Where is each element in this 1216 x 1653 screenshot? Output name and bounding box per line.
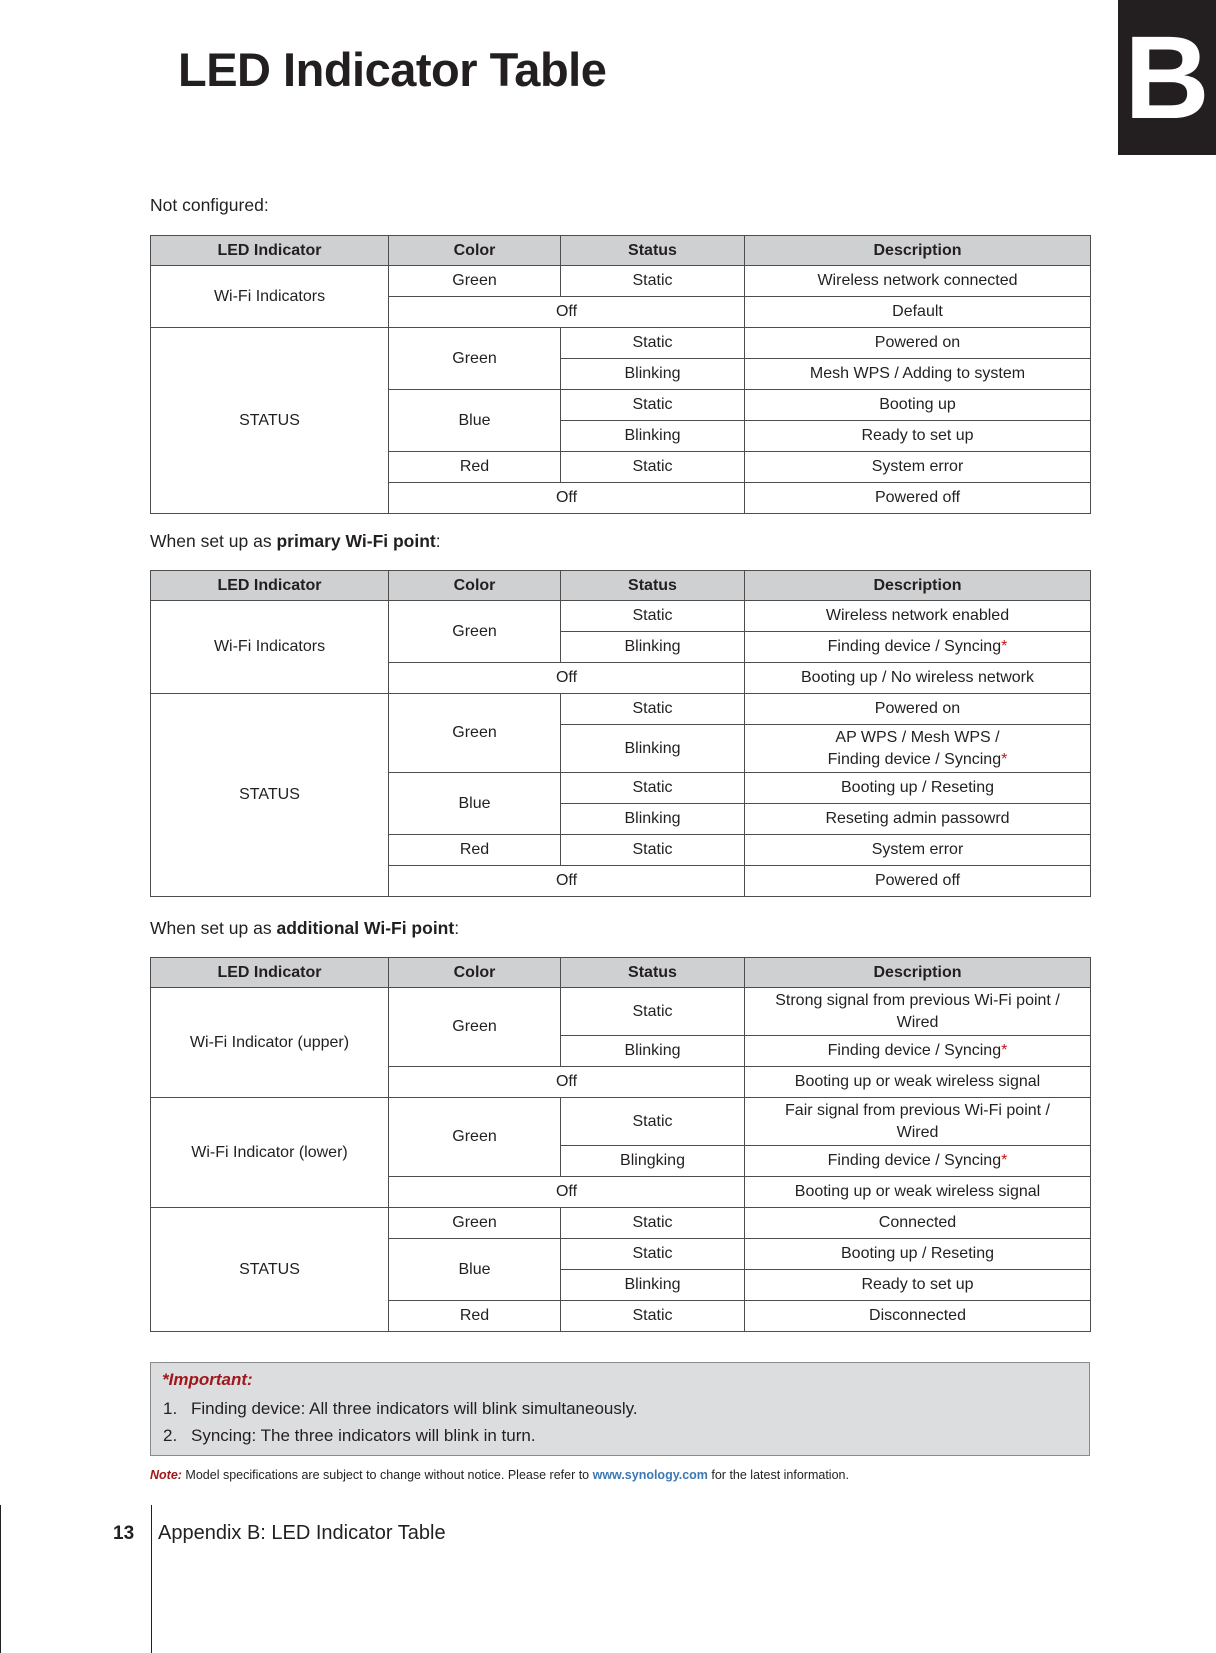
color-cell: Blue: [389, 1239, 561, 1301]
description-cell: Disconnected: [745, 1301, 1091, 1332]
column-header: Description: [745, 958, 1091, 988]
column-header: LED Indicator: [151, 571, 389, 601]
description-cell: Booting up / No wireless network: [745, 663, 1091, 694]
description-text: Finding device / Syncing: [827, 1042, 1002, 1060]
description-cell: Booting up or weak wireless signal: [745, 1177, 1091, 1208]
description-text: Finding device / Syncing: [827, 750, 1002, 768]
indicator-name: Wi-Fi Indicator (lower): [151, 1098, 389, 1208]
status-cell: Static: [561, 1098, 745, 1146]
column-header: Color: [389, 958, 561, 988]
note-label: Note:: [150, 1468, 182, 1482]
asterisk-mark: *: [1001, 750, 1008, 768]
description-cell: Booting up / Reseting: [745, 773, 1091, 804]
color-cell: Red: [389, 1301, 561, 1332]
status-cell: Static: [561, 1239, 745, 1270]
table-header-row: [151, 236, 1091, 266]
description-cell: Wireless network enabled: [745, 601, 1091, 632]
status-cell: Blinking: [561, 421, 745, 452]
asterisk-mark: *: [1001, 1152, 1008, 1170]
status-cell: Static: [561, 328, 745, 359]
column-header: Status: [561, 958, 745, 988]
note: [150, 1468, 849, 1482]
column-header: Description: [745, 236, 1091, 266]
color-status-cell: Off: [389, 663, 745, 694]
color-status-cell: Off: [389, 866, 745, 897]
caption-text: When set up as: [150, 531, 277, 551]
color-cell: Blue: [389, 390, 561, 452]
caption-text: :: [454, 918, 460, 938]
indicator-name: Wi-Fi Indicator (upper): [151, 988, 389, 1098]
footer-divider: [151, 1505, 152, 1653]
indicator-name: STATUS: [151, 694, 389, 897]
description-cell: System error: [745, 452, 1091, 483]
led-table-additional: [150, 957, 1091, 1332]
table-row: [151, 266, 1091, 297]
color-status-cell: Off: [389, 297, 745, 328]
color-cell: Green: [389, 1098, 561, 1177]
description-cell: [745, 632, 1091, 663]
color-status-cell: Off: [389, 1177, 745, 1208]
column-header: Color: [389, 571, 561, 601]
item-text: Finding device: All three indicators will blink simultaneously.: [191, 1399, 638, 1418]
color-status-cell: Off: [389, 483, 745, 514]
status-cell: Static: [561, 452, 745, 483]
column-header: Status: [561, 236, 745, 266]
color-cell: Green: [389, 328, 561, 390]
description-cell: System error: [745, 835, 1091, 866]
description-cell: Powered off: [745, 866, 1091, 897]
indicator-name: STATUS: [151, 1208, 389, 1332]
table-row: [151, 694, 1091, 725]
status-cell: Blinking: [561, 632, 745, 663]
description-cell: [745, 1146, 1091, 1177]
description-cell: [745, 1036, 1091, 1067]
indicator-name: Wi-Fi Indicators: [151, 266, 389, 328]
section-caption-not-configured: Not configured:: [150, 195, 269, 215]
description-text: Wired: [896, 1123, 939, 1141]
description-cell: Booting up or weak wireless signal: [745, 1067, 1091, 1098]
status-cell: Static: [561, 773, 745, 804]
asterisk-mark: *: [1001, 638, 1008, 656]
important-box: [150, 1362, 1090, 1456]
description-text: Fair signal from previous Wi-Fi point /: [785, 1101, 1050, 1119]
footer-left-rule: [0, 1505, 1, 1653]
table-row: [151, 1098, 1091, 1146]
table-row: [151, 328, 1091, 359]
color-cell: Green: [389, 1208, 561, 1239]
color-cell: Blue: [389, 773, 561, 835]
indicator-name: STATUS: [151, 328, 389, 514]
description-cell: Powered on: [745, 328, 1091, 359]
note-text: for the latest information.: [707, 1468, 849, 1482]
led-table-not-configured: [150, 235, 1091, 514]
color-status-cell: Off: [389, 1067, 745, 1098]
description-cell: Booting up: [745, 390, 1091, 421]
description-cell: [745, 988, 1091, 1036]
caption-text: When set up as: [150, 918, 277, 938]
column-header: Description: [745, 571, 1091, 601]
status-cell: Blinking: [561, 725, 745, 773]
column-header: LED Indicator: [151, 236, 389, 266]
status-cell: Static: [561, 1301, 745, 1332]
description-text: AP WPS / Mesh WPS /: [835, 728, 1000, 746]
color-cell: Red: [389, 835, 561, 866]
column-header: Color: [389, 236, 561, 266]
color-cell: Green: [389, 601, 561, 663]
status-cell: Static: [561, 835, 745, 866]
table-row: [151, 1208, 1091, 1239]
description-cell: Booting up / Reseting: [745, 1239, 1091, 1270]
description-cell: Powered off: [745, 483, 1091, 514]
page-title: LED Indicator Table: [178, 43, 607, 96]
color-cell: Green: [389, 694, 561, 773]
chapter-tab: B: [1118, 0, 1216, 155]
section-caption-primary: [150, 531, 441, 552]
synology-link[interactable]: www.synology.com: [592, 1468, 708, 1482]
description-cell: Ready to set up: [745, 1270, 1091, 1301]
led-table-primary: [150, 570, 1091, 897]
note-text: Model specifications are subject to change without notice. Please refer to: [181, 1468, 593, 1482]
description-cell: Powered on: [745, 694, 1091, 725]
color-cell: Green: [389, 266, 561, 297]
caption-bold-text: additional Wi-Fi point: [276, 918, 455, 938]
color-cell: Green: [389, 988, 561, 1067]
important-item: [163, 1426, 536, 1446]
status-cell: Static: [561, 601, 745, 632]
footer-title: Appendix B: LED Indicator Table: [158, 1522, 446, 1544]
description-cell: Connected: [745, 1208, 1091, 1239]
indicator-name: Wi-Fi Indicators: [151, 601, 389, 694]
status-cell: Static: [561, 266, 745, 297]
column-header: LED Indicator: [151, 958, 389, 988]
asterisk-mark: *: [1001, 1042, 1008, 1060]
item-number: 1.: [163, 1399, 178, 1418]
status-cell: Blinking: [561, 804, 745, 835]
column-header: Status: [561, 571, 745, 601]
item-number: 2.: [163, 1426, 178, 1445]
status-cell: Blinking: [561, 359, 745, 390]
status-cell: Blinking: [561, 1270, 745, 1301]
color-cell: Red: [389, 452, 561, 483]
item-text: Syncing: The three indicators will blink in turn.: [191, 1426, 536, 1445]
description-cell: Ready to set up: [745, 421, 1091, 452]
table-header-row: [151, 958, 1091, 988]
section-caption-additional: [150, 918, 459, 939]
description-cell: [745, 1098, 1091, 1146]
status-cell: Static: [561, 694, 745, 725]
table-row: [151, 988, 1091, 1036]
status-cell: Static: [561, 988, 745, 1036]
description-text: Strong signal from previous Wi-Fi point /: [775, 991, 1060, 1009]
status-cell: Static: [561, 1208, 745, 1239]
important-title: *Important:: [162, 1370, 253, 1389]
description-cell: [745, 725, 1091, 773]
description-cell: Wireless network connected: [745, 266, 1091, 297]
important-item: [163, 1399, 638, 1419]
description-cell: Mesh WPS / Adding to system: [745, 359, 1091, 390]
status-cell: Static: [561, 390, 745, 421]
description-cell: Reseting admin passowrd: [745, 804, 1091, 835]
description-text: Finding device / Syncing: [827, 1152, 1002, 1170]
status-cell: Blingking: [561, 1146, 745, 1177]
caption-bold-text: primary Wi-Fi point: [276, 531, 436, 551]
table-header-row: [151, 571, 1091, 601]
page-number: 13: [113, 1523, 135, 1544]
description-text: Finding device / Syncing: [827, 638, 1002, 656]
table-row: [151, 601, 1091, 632]
description-text: Wired: [896, 1013, 939, 1031]
description-cell: Default: [745, 297, 1091, 328]
status-cell: Blinking: [561, 1036, 745, 1067]
caption-text: :: [435, 531, 441, 551]
